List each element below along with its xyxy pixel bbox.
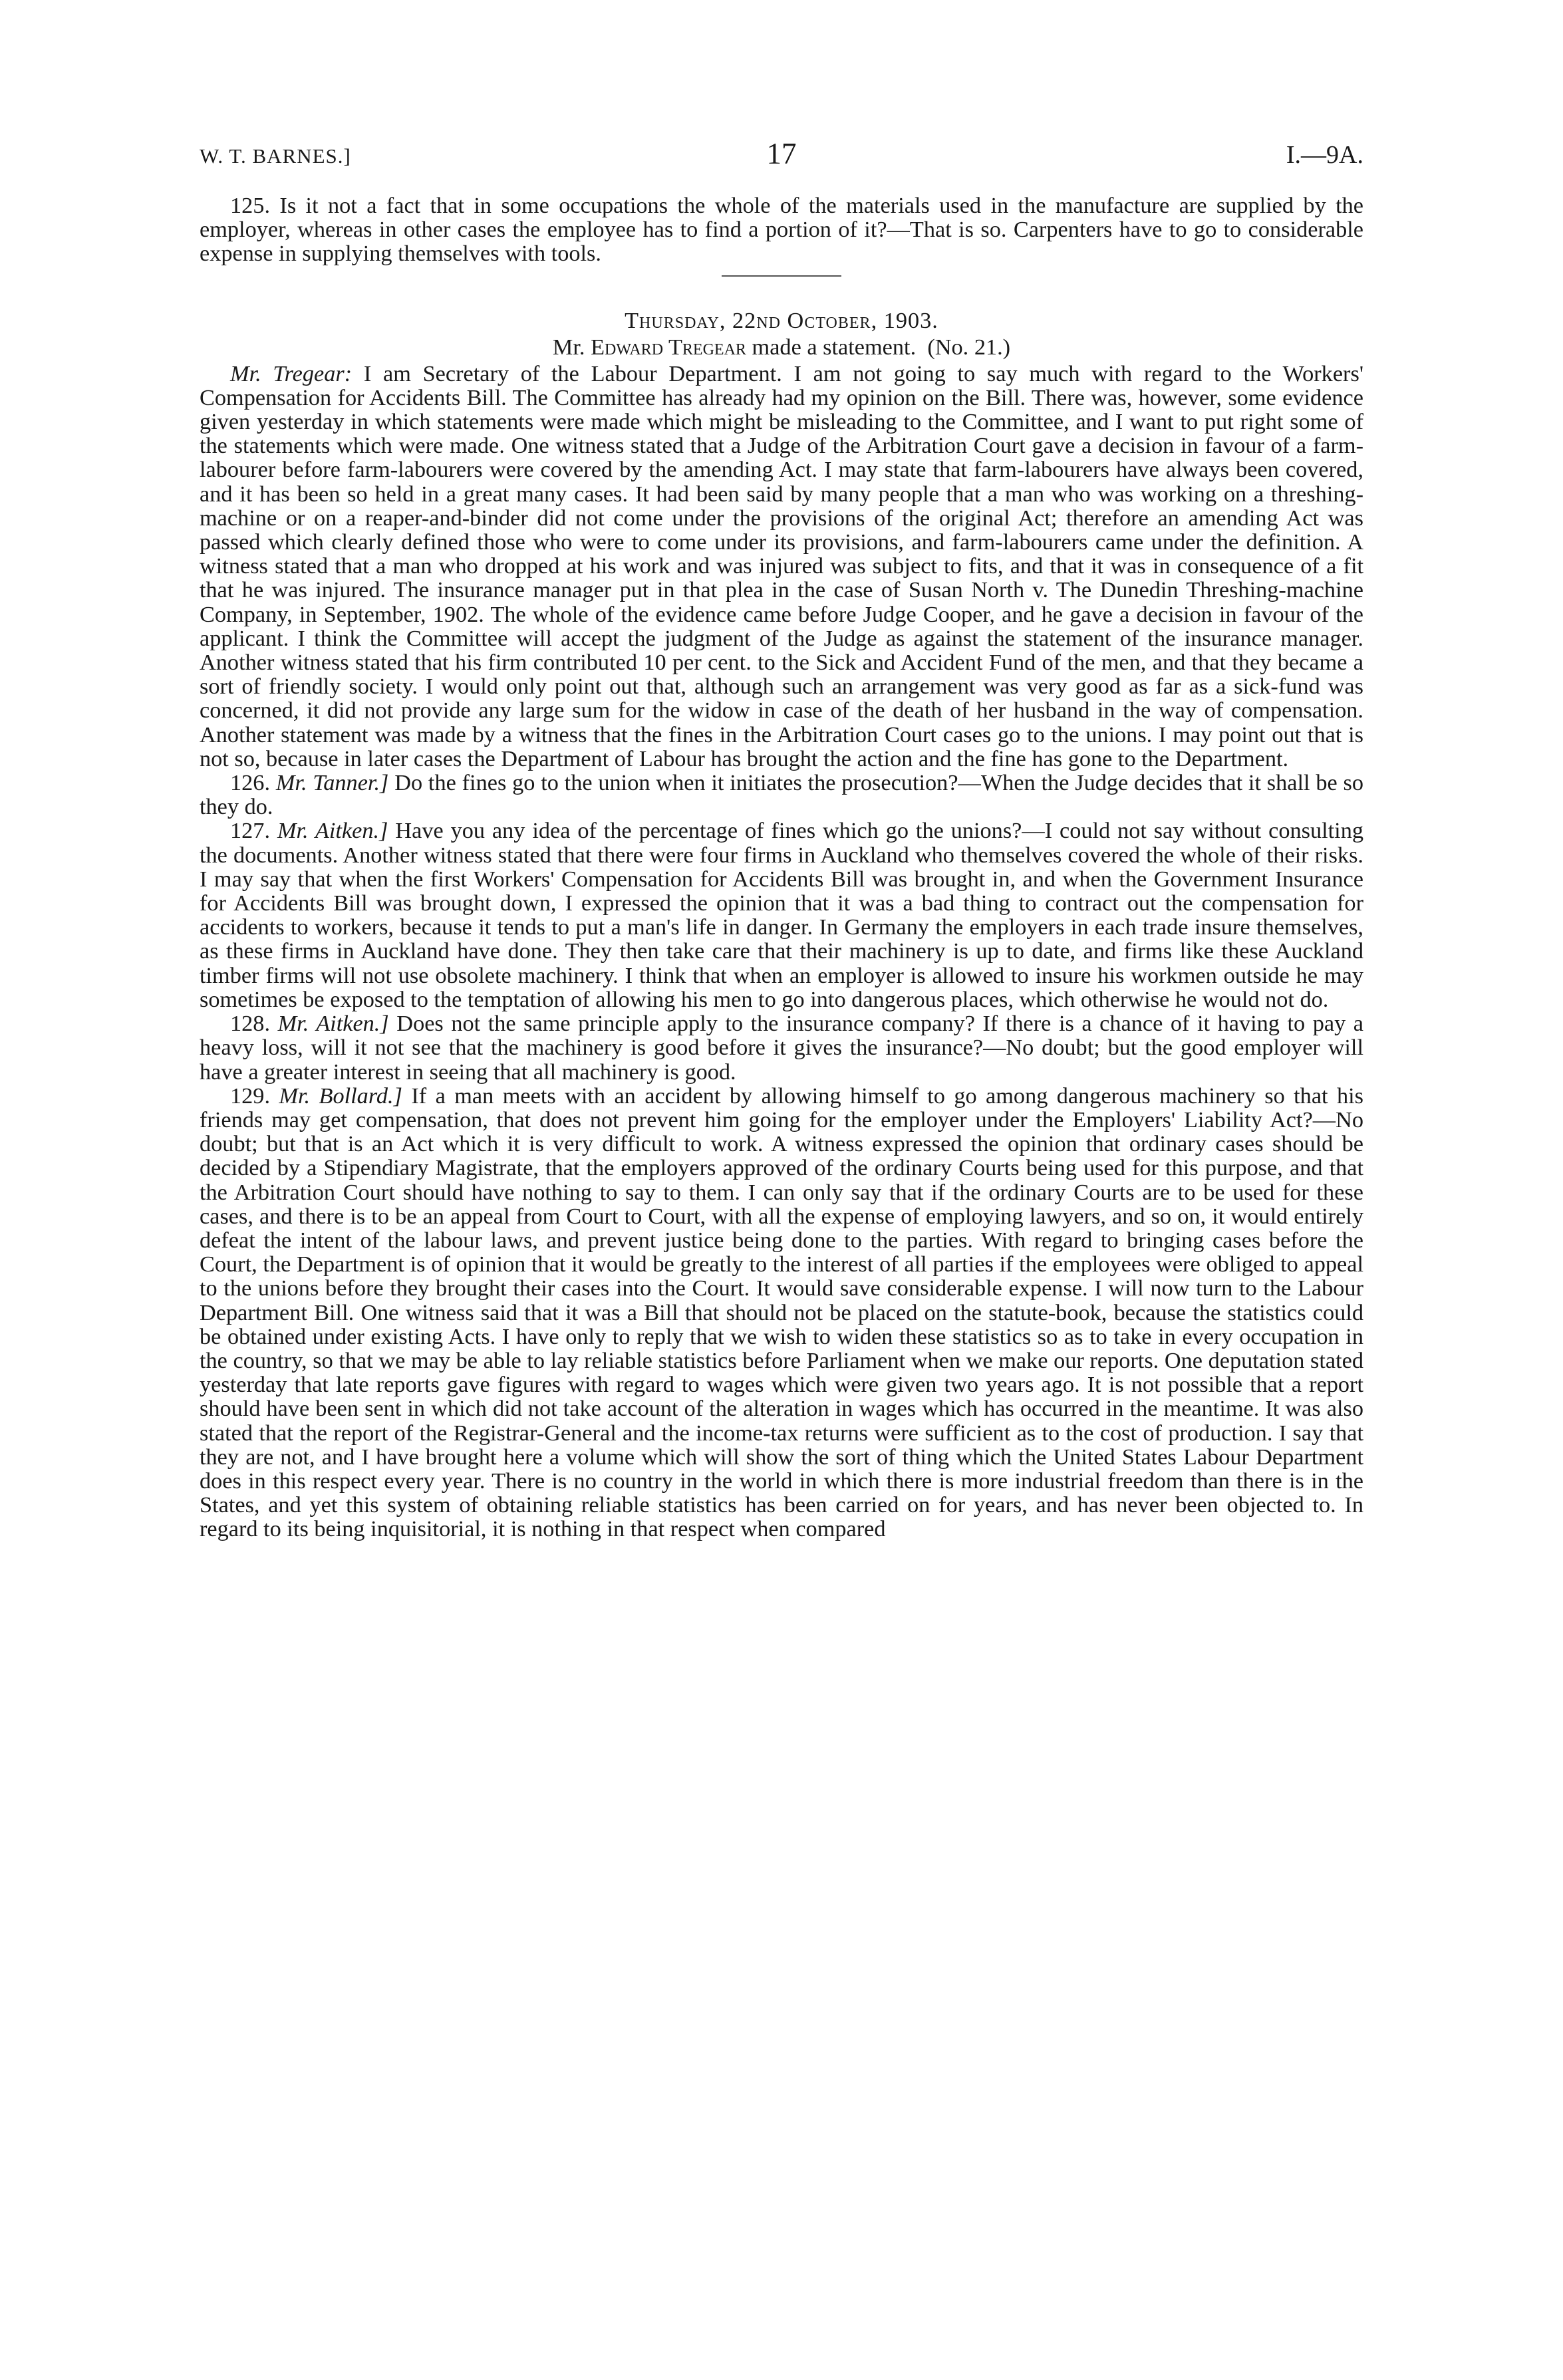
paper-reference: I.—9A. [1286, 141, 1363, 169]
question-number: 129. [230, 1083, 271, 1109]
running-header [200, 136, 1363, 176]
statement-paragraph [200, 362, 1363, 771]
witness-prefix: Mr. [552, 334, 585, 360]
document-page [200, 136, 1363, 2331]
witness-suffix: made a statement. [752, 334, 917, 360]
question-text: Does not the same principle apply to the insurance company? If there is a chance of it having to pay a heavy loss, will it not see that the machinery is good before it gives the insurance?—No doubt; but the good employer will have a greater interest in seeing that all machinery is good. [200, 1011, 1363, 1085]
question-text: Have you any idea of the percentage of fines which go the unions?—I could not say without consulting the documents. Another witness stated that there were four firms in Auckland who themselves covered the whole of their risks. I may say that when the first Workers' Compensation for Accidents Bill was brought in, and when the Government Insurance for Accidents Bill was brought down, I expressed the opinion that it was a bad thing to contract out the compensation for accidents to workers, because it tends to put a man's life in danger. In Germany the employers in each trade insure themselves, as these firms in Auckland have done. They then take care that their machinery is up to date, and firms like these Auckland timber firms will not use obsolete machinery. I think that when an employer is allowed to insure his workmen outside he may sometimes be exposed to the temptation of allowing his men to go into dangerous places, which otherwise he would not do. [200, 818, 1363, 1012]
section-divider [722, 275, 841, 277]
committee-member: Mr. Aitken.] [277, 1011, 389, 1037]
question-number: 127. [230, 818, 271, 844]
committee-member: Mr. Aitken.] [277, 818, 388, 844]
page-number: 17 [766, 137, 797, 170]
statement-text: I am Secretary of the Labour Department. I am not going to say much with regard to the Workers' Compensation for Accidents Bill. The Committee has already had my opinion on the Bill. There was, however, some evidence given yesterday in which statements were made which might be misleading to the Committee, and I want to put right some of the statements which were made. One witness stated that a Judge of the Arbitration Court gave a decision in favour of a farm-labourer before farm-labourers were covered by the amending Act. I may state that farm-labourers have always been covered, and it has been so held in a great many cases. It had been said by many people that a man who was working on a threshing-machine or on a reaper-and-binder did not come under the provisions of the original Act; therefore an amending Act was passed which clearly defined those who were to come under its provisions, and farm-labourers came under the definition. A witness stated that a man who dropped at his work and was injured was subject to fits, and that it was in consequence of a fit that he was injured. The insurance manager put in that plea in the case of Susan North v. The Dunedin Threshing-machine Company, in September, 1902. The whole of the evidence came before Judge Cooper, and he gave a decision in favour of the applicant. I think the Committee will accept the judgment of the Judge as against the statement of the insurance manager. Another witness stated that his firm contributed 10 per cent. to the Sick and Accident Fund of the men, and that they became a sort of friendly society. I would only point out that, although such an arrangement was very good as far as a sick-fund was concerned, it did not provide any large sum for the widow in case of the death of her husband in the way of compensation. Another statement was made by a witness that the fines in the Arbitration Court cases go to the unions. I may point out that is not so, because in later cases the Department of Labour has brought the action and the fine has gone to the Department. [200, 360, 1363, 771]
witness-heading [200, 334, 1363, 360]
committee-member: Mr. Tanner.] [275, 770, 389, 796]
question-number: 128. [230, 1011, 271, 1037]
witness-name: Edward Tregear [591, 334, 746, 360]
question-127 [200, 819, 1363, 1011]
question-125: 125. Is it not a fact that in some occupations the whole of the materials used in the manufacture are supplied by the employer, whereas in other cases the employee has to find a portion of it?—That is so. Carpenters have to go to considerable expense in supplying themselves with tools. [200, 193, 1363, 267]
question-text: If a man meets with an accident by allowing himself to go among dangerous machinery so that his friends may get compensation, that does not prevent him going for the employer under the Employers' Liability Act?—No doubt; but that is an Act which it is very difficult to work. A witness expressed the opinion that ordinary cases should be decided by a Stipendiary Magistrate, that the employers approved of the ordinary Courts being used for this purpose, and that the Arbitration Court should have nothing to say to them. I can only say that if the ordinary Courts are to be used for these cases, and there is to be an appeal from Court to Court, with all the expense of employing lawyers, and so on, it would entirely defeat the intent of the labour laws, and prevent justice being done to the parties. With regard to bringing cases before the Court, the Department is of opinion that it would be greatly to the interest of all parties if the employees were obliged to appeal to the unions before they brought their cases into the Court. It would save considerable expense. I will now turn to the Labour Department Bill. One witness said that it was a Bill that should not be placed on the statute-book, because the statistics could be obtained under existing Acts. I have only to reply that we wish to widen these statistics so as to take in every occupation in the country, so that we may be able to lay reliable statistics before Parliament when we make our reports. One deputation stated yesterday that late reports gave figures with regard to wages which were given two years ago. It is not possible that a report should have been sent in which did not take account of the alteration in wages which has occurred in the meantime. It was also stated that the report of the Registrar-General and the income-tax returns were sufficient as to the cost of production. I say that they are not, and I have brought here a volume which will show the sort of thing which the United States Labour Department does in this respect every year. There is no country in the world in which there is more industrial freedom than there is in the States, and yet this system of obtaining reliable statistics has been carried on for years, and has never been objected to. In regard to its being inquisitorial, it is nothing in that respect when compared [200, 1083, 1363, 1542]
question-129 [200, 1084, 1363, 1541]
speaker-name: Mr. Tregear: [230, 360, 353, 386]
question-text: Do the fines go to the union when it initiates the prosecution?—When the Judge decides that it shall be so they do. [200, 770, 1363, 820]
question-128 [200, 1011, 1363, 1084]
sitting-date: Thursday, 22nd October, 1903. [625, 307, 938, 333]
question-number: 126. [230, 770, 271, 796]
question-126 [200, 771, 1363, 819]
committee-member: Mr. Bollard.] [279, 1083, 402, 1109]
witness-number: (No. 21.) [927, 334, 1011, 360]
witness-name-header: W. T. BARNES.] [200, 144, 351, 168]
